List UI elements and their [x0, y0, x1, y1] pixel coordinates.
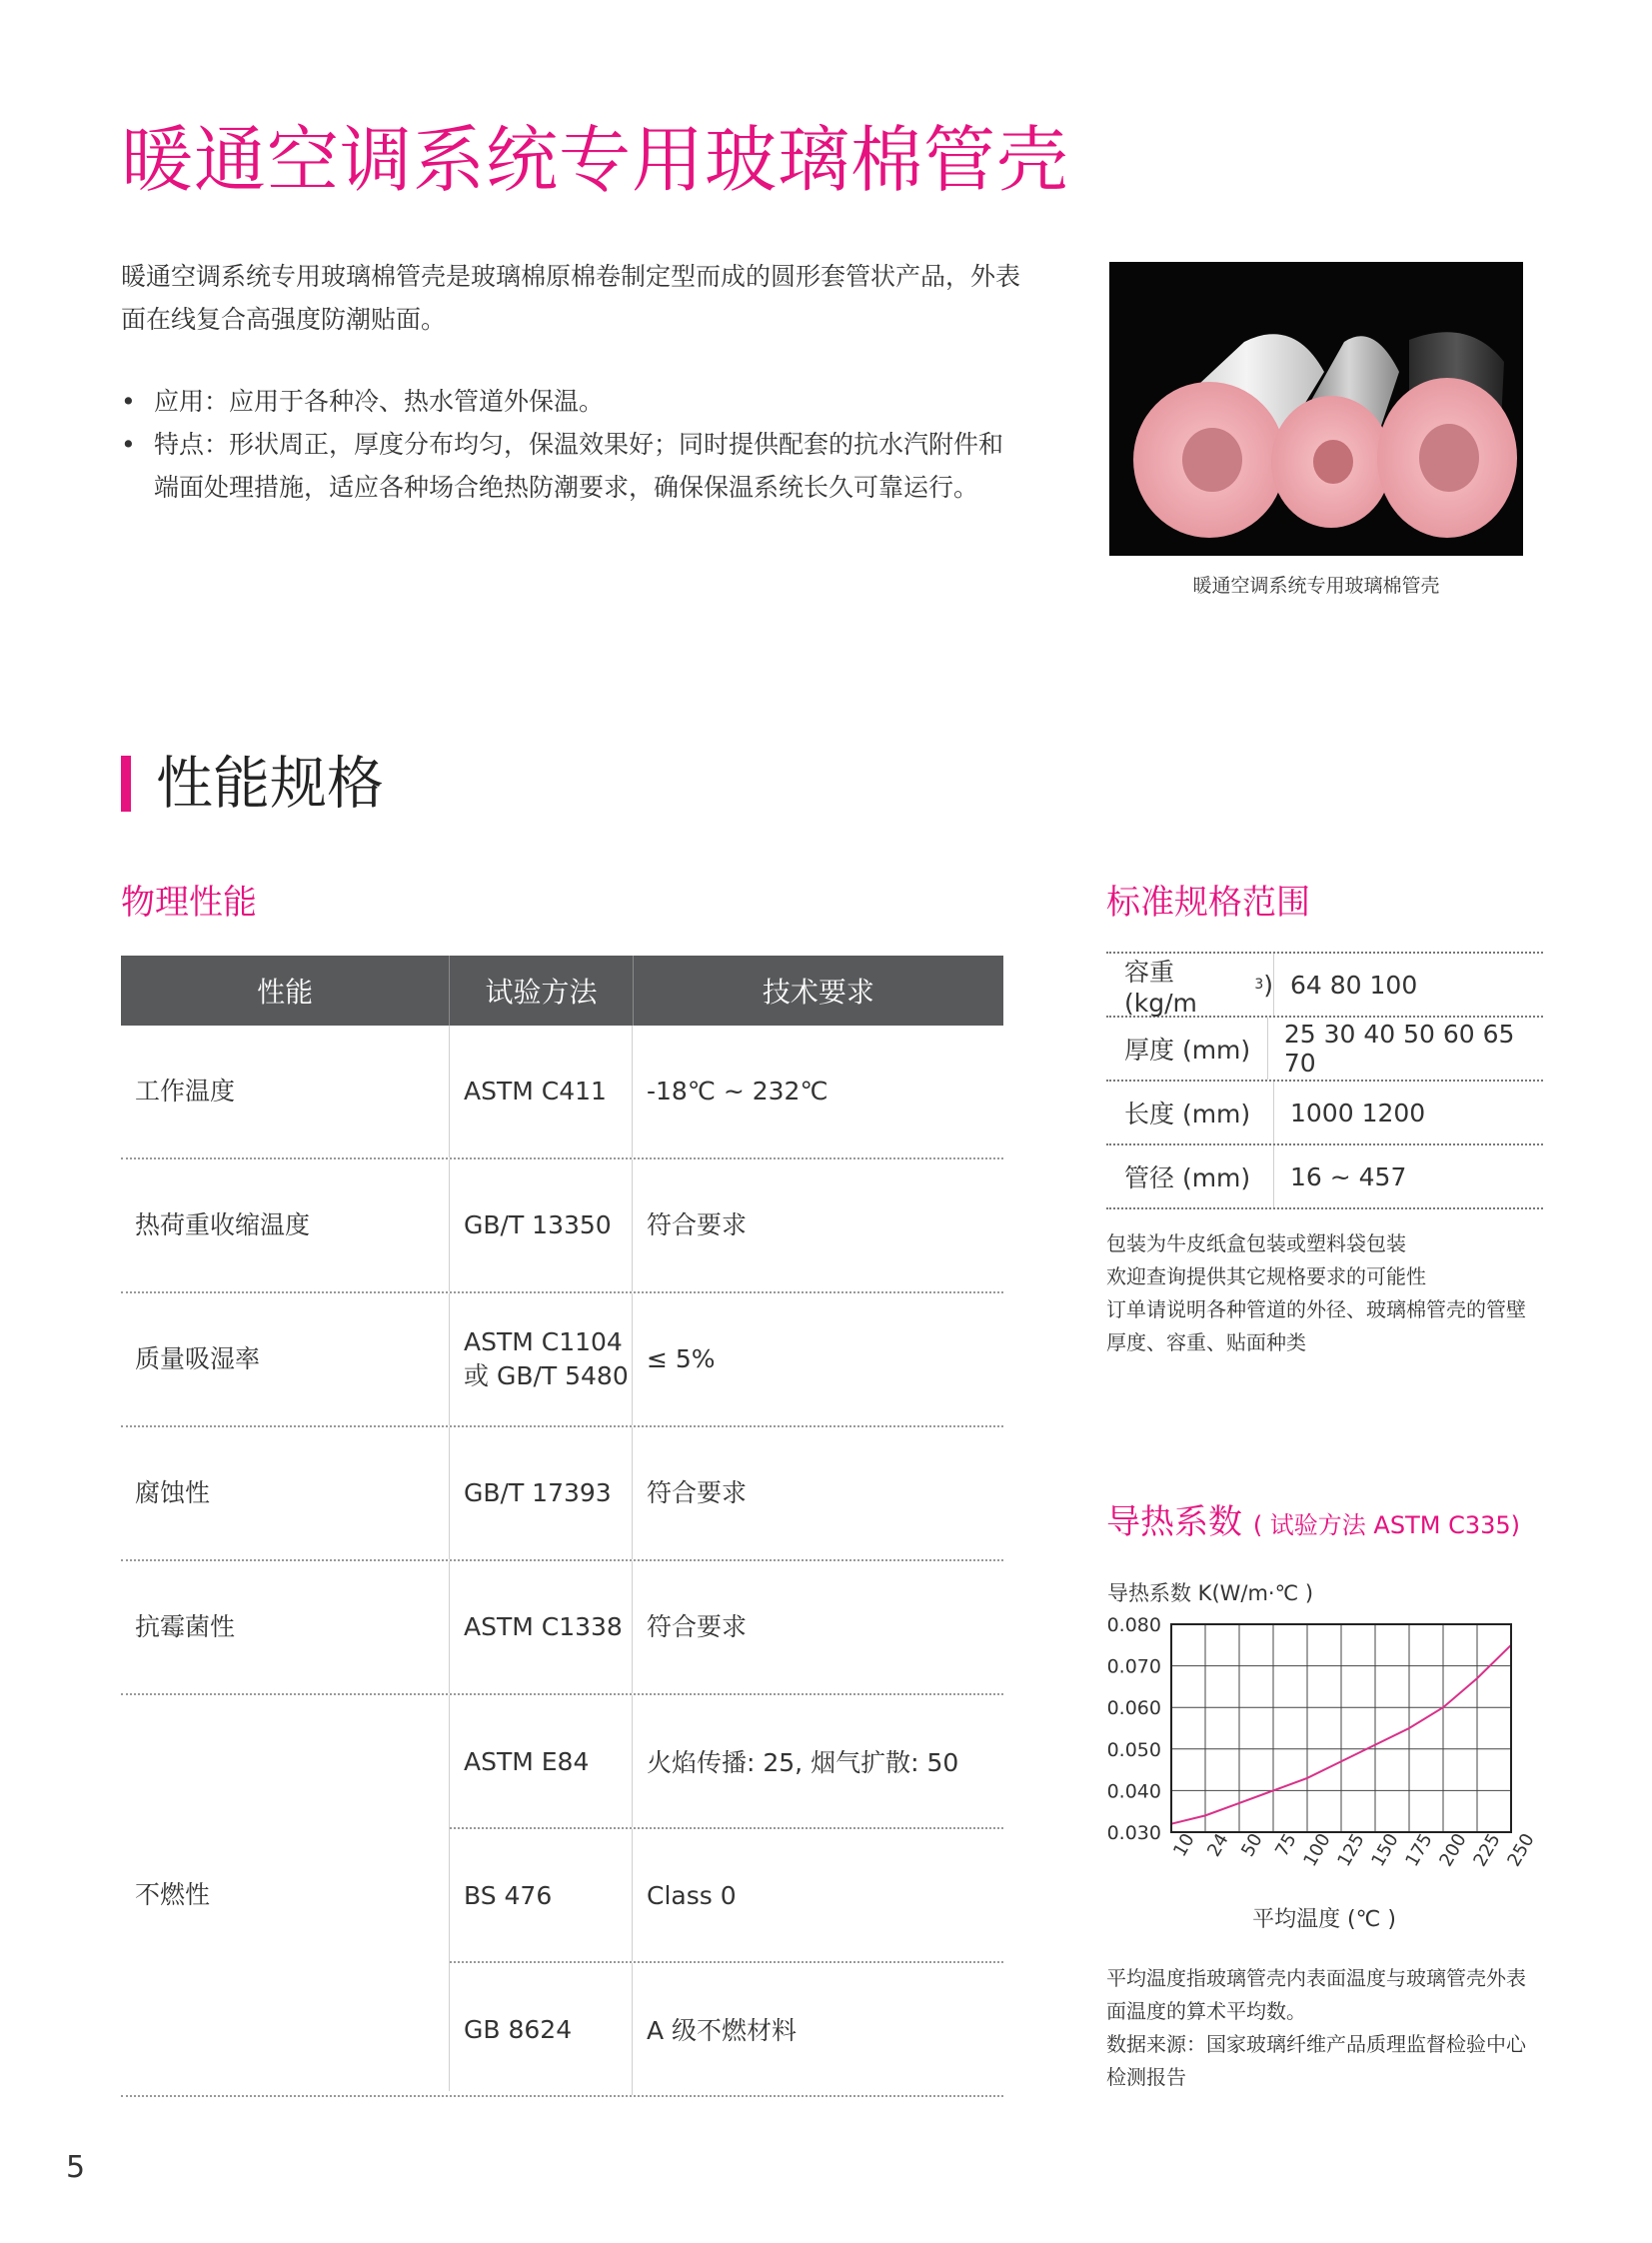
- product-photo: [1109, 262, 1523, 556]
- cell-method: GB 8624: [450, 1963, 633, 2095]
- thermal-subtitle: ( 试验方法 ASTM C335): [1252, 1511, 1521, 1539]
- y-tick-label: 0.080: [1106, 1614, 1161, 1636]
- x-tick-label: 200: [1435, 1829, 1471, 1871]
- table-row-fire: [121, 1695, 1003, 2097]
- chart-yticks: [1107, 1614, 1161, 1844]
- header-method: 试验方法: [450, 956, 634, 1026]
- cell-property: 热荷重收缩温度: [121, 1159, 450, 1291]
- thermal-title-text: 导热系数: [1106, 1502, 1242, 1542]
- note-line: 欢迎查询提供其它规格要求的可能性: [1106, 1264, 1426, 1288]
- cell-method: GB/T 13350: [450, 1159, 633, 1291]
- table-row: [1106, 1145, 1543, 1209]
- x-tick-label: 50: [1237, 1829, 1267, 1861]
- spec-key-text: 容重 (kg/m: [1124, 957, 1197, 1018]
- section-title: 性能规格: [156, 751, 384, 817]
- page-title: 暖通空调系统专用玻璃棉管壳: [121, 118, 1070, 202]
- cell-property: 质量吸湿率: [121, 1293, 450, 1425]
- cell-method: ASTM E84: [450, 1695, 633, 1827]
- physical-table: [121, 956, 1003, 2097]
- cell-requirement: 符合要求: [647, 1210, 748, 1239]
- table-row: [121, 1561, 1003, 1695]
- spec-value: 25 30 40 50 60 65 70: [1283, 1020, 1515, 1078]
- physical-title: 物理性能: [121, 883, 257, 923]
- note-line: 订单请说明各种管道的外径、玻璃棉管壳的管壁: [1106, 1297, 1526, 1321]
- cell-requirement: 符合要求: [647, 1612, 748, 1641]
- pipe-insulation-image: [1109, 262, 1523, 556]
- note-line: 检测报告: [1106, 2065, 1186, 2089]
- cell-method: BS 476: [450, 1829, 633, 1961]
- table-row: [1106, 1082, 1543, 1145]
- note-line: 厚度、容重、贴面种类: [1106, 1330, 1306, 1354]
- list-item: [121, 380, 1020, 423]
- spec-key-end: ): [1263, 970, 1273, 1000]
- fire-subrows: [450, 1695, 1003, 2095]
- chart-grid: [1171, 1624, 1511, 1832]
- cell-requirement: -18℃ ~ 232℃: [647, 1077, 828, 1106]
- x-tick-label: 225: [1469, 1829, 1505, 1871]
- photo-caption: 暖通空调系统专用玻璃棉管壳: [1192, 575, 1440, 597]
- chart-xticks: [1169, 1830, 1539, 1870]
- feature-list: [121, 380, 1020, 509]
- note-line: 包装为牛皮纸盒包装或塑料袋包装: [1106, 1231, 1406, 1255]
- spec-value: 64 80 100: [1290, 970, 1418, 1000]
- cell-method: ASTM C1104 或 GB/T 5480: [450, 1293, 633, 1425]
- spec-notes: [1106, 1227, 1566, 1359]
- header-property: 性能: [121, 956, 450, 1026]
- spec-value: 16 ~ 457: [1290, 1161, 1407, 1191]
- spec-key: [1106, 954, 1274, 1016]
- x-tick-label: 125: [1333, 1829, 1369, 1871]
- cell-requirement: 火焰传播: 25, 烟气扩散: 50: [647, 1748, 959, 1777]
- cell-requirement: Class 0: [647, 1880, 737, 1910]
- y-tick-label: 0.060: [1106, 1697, 1161, 1720]
- cell-method: GB/T 17393: [450, 1427, 633, 1559]
- cell-property: 腐蚀性: [121, 1427, 450, 1559]
- bullet-dot: •: [121, 387, 136, 416]
- bullet-text: 应用：应用于各种冷、热水管道外保温。: [154, 387, 605, 416]
- table-row: [1106, 954, 1543, 1018]
- cell-requirement: 符合要求: [647, 1478, 748, 1507]
- thermal-footnotes: [1106, 1962, 1566, 2094]
- chart-xlabel: 平均温度 (℃ ): [1252, 1907, 1396, 1932]
- cell-requirement: A 级不燃材料: [647, 2016, 798, 2045]
- x-tick-label: 150: [1367, 1829, 1403, 1871]
- table-row: [121, 1026, 1003, 1159]
- spec-title: 标准规格范围: [1106, 883, 1310, 923]
- table-row: [121, 1427, 1003, 1561]
- cell-requirement: ≤ 5%: [647, 1344, 716, 1373]
- section-accent-bar: [121, 756, 131, 812]
- table-row: [121, 1159, 1003, 1293]
- y-tick-label: 0.050: [1106, 1738, 1161, 1761]
- y-tick-label: 0.070: [1106, 1655, 1161, 1678]
- x-tick-label: 100: [1299, 1829, 1335, 1871]
- table-subrow: [450, 1695, 1003, 1829]
- y-tick-label: 0.030: [1106, 1822, 1161, 1844]
- cell-method: ASTM C1338: [450, 1561, 633, 1693]
- spec-table: [1106, 952, 1543, 1209]
- note-line: 平均温度指玻璃管壳内表面温度与玻璃管壳外表: [1106, 1966, 1526, 1990]
- table-header: [121, 956, 1003, 1026]
- spec-key: 管径 (mm): [1106, 1145, 1274, 1207]
- x-tick-label: 24: [1203, 1829, 1233, 1861]
- cell-property: 工作温度: [121, 1026, 450, 1157]
- y-tick-label: 0.040: [1106, 1780, 1161, 1803]
- superscript: 3: [1254, 977, 1264, 993]
- chart-ylabel: 导热系数 K(W/m·℃ ): [1107, 1581, 1314, 1605]
- x-tick-label: 250: [1503, 1829, 1539, 1871]
- spec-key: 长度 (mm): [1106, 1082, 1274, 1143]
- thermal-title: [1106, 1499, 1520, 1548]
- table-subrow: [450, 1963, 1003, 2095]
- table-row: [1106, 1018, 1543, 1082]
- intro-paragraph: 暖通空调系统专用玻璃棉管壳是玻璃棉原棉卷制定型而成的圆形套管状产品，外表面在线复合高强度防潮贴面。: [121, 262, 1021, 334]
- bullet-text: 特点：形状周正，厚度分布均匀，保温效果好；同时提供配套的抗水汽附件和端面处理措施，适应各种场合绝热防潮要求，确保保温系统长久可靠运行。: [154, 430, 1004, 502]
- header-requirement: 技术要求: [762, 976, 874, 1009]
- cell-property: 抗霉菌性: [121, 1561, 450, 1693]
- table-row: [121, 1293, 1003, 1427]
- bullet-dot: •: [121, 430, 136, 459]
- cell-method: ASTM C411: [450, 1026, 633, 1157]
- list-item: [121, 423, 1020, 509]
- x-tick-label: 175: [1401, 1829, 1437, 1871]
- x-tick-label: 75: [1271, 1829, 1301, 1861]
- page-number: 5: [66, 2150, 86, 2185]
- table-subrow: [450, 1829, 1003, 1963]
- x-tick-label: 10: [1169, 1829, 1199, 1861]
- note-line: 数据来源：国家玻璃纤维产品质理监督检验中心: [1106, 2032, 1526, 2056]
- note-line: 面温度的算术平均数。: [1106, 1999, 1306, 2023]
- spec-key: 厚度 (mm): [1106, 1018, 1268, 1080]
- spec-value: 1000 1200: [1290, 1098, 1426, 1127]
- cell-property: 不燃性: [121, 1695, 450, 2091]
- thermal-chart: [1099, 1574, 1539, 1934]
